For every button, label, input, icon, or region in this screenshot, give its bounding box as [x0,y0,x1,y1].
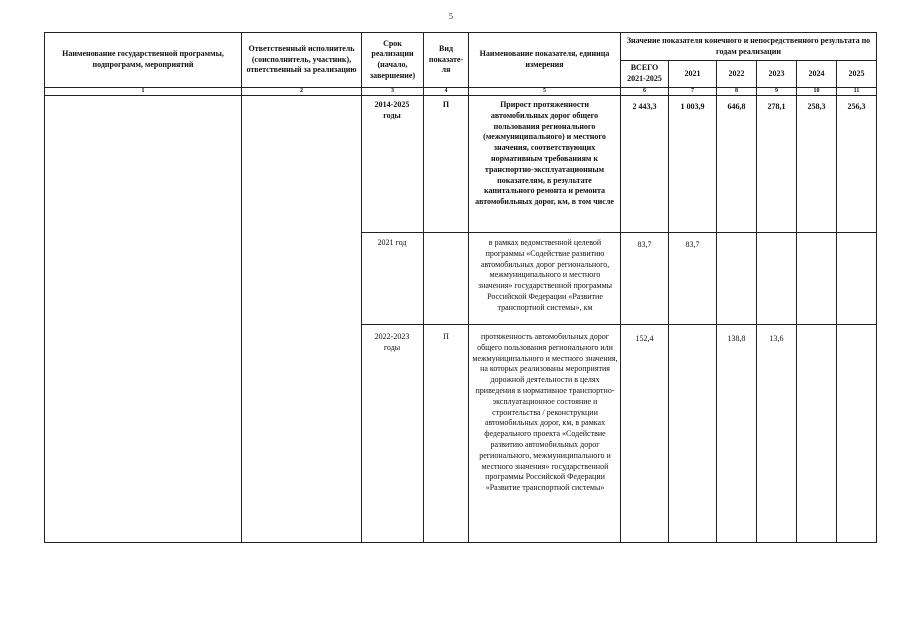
row-term: 2022-2023 годы [374,332,410,352]
header-indicator-kind: Вид показате-ля [428,44,464,75]
header-responsible: Ответственный исполнитель (соисполнитель, участник), ответственный за реализацию [246,44,357,75]
row-indicator-name: Прирост протяженности автомобильных дорог общего пользования регионального (межмуниципального) и местного значения, соответствующих нормативным требованиям к транспортно-эксплуатационным показателям, в результате капитального ремонта и ремонта автомобильных дорог, км, в том числе [475,100,614,207]
column-number: 7 [691,88,694,94]
header-year-2023: 2023 [768,68,785,78]
row-value-2024: 258,3 [807,102,826,111]
row-value-2025: 256,3 [847,102,866,111]
row-total: 83,7 [637,240,652,249]
row-indicator-kind: П [443,332,449,341]
row-term: 2014-2025 годы [374,100,410,120]
header-program-name: Наименование государственной программы, подпрограмм, мероприятий [62,49,224,69]
column-number: 10 [813,88,820,94]
header-year-2025: 2025 [848,68,865,78]
row-value-2022: 138,8 [727,334,746,343]
column-number: 2 [300,88,303,94]
header-year-2021: 2021 [684,68,701,78]
header-year-2024: 2024 [808,68,825,78]
column-number: 4 [444,88,448,94]
row-term: 2021 год [377,238,407,247]
page-number: 5 [449,12,453,21]
row-value-2023: 13,6 [769,334,784,343]
column-number: 3 [391,88,394,94]
column-number: 9 [775,88,778,94]
header-year-2022: 2022 [728,68,745,78]
row-value-2022: 646,8 [727,102,746,111]
row-indicator-name: протяженность автомобильных дорог общего пользования регионального или межмуниципального и местного значения, на которых реализованы мероприятия дорожной деятельности в целях приведения в нормативное транспортно-эксплуатационное состояние и строительства / реконструкции автомобильных дорог, км, в рамках федерального проекта «Содействие развитию автомобильных дорог регионального, межмуниципального и местного значения» государственной программы Российской Федерации «Развитие транспортной системы» [472,332,618,493]
column-number: 5 [543,88,546,94]
header-total: ВСЕГО 2021-2025 [627,63,662,83]
row-total: 152,4 [635,334,654,343]
row-indicator-name: в рамках ведомственной целевой программы «Содействие развитию автомобильных дорог регионального, межмуниципального и местного значения» государственной программы Российской Федерации «Развитие транспортной системы», км [477,238,613,312]
header-values-group: Значение показателя конечного и непосредственного результата по годам реализации [626,35,871,56]
column-number: 11 [853,88,860,94]
header-term: Срок реализации (начало, завершение) [369,38,416,80]
row-value-2021: 1 003,9 [680,102,705,111]
row-total: 2 443,3 [632,102,657,111]
row-indicator-kind: П [442,100,450,109]
column-number: 1 [141,88,145,94]
column-number: 8 [735,88,738,94]
row-value-2023: 278,1 [767,102,786,111]
row-value-2021: 83,7 [685,240,700,249]
header-indicator-name: Наименование показателя, единица измерения [479,49,610,69]
column-number: 6 [643,88,646,94]
